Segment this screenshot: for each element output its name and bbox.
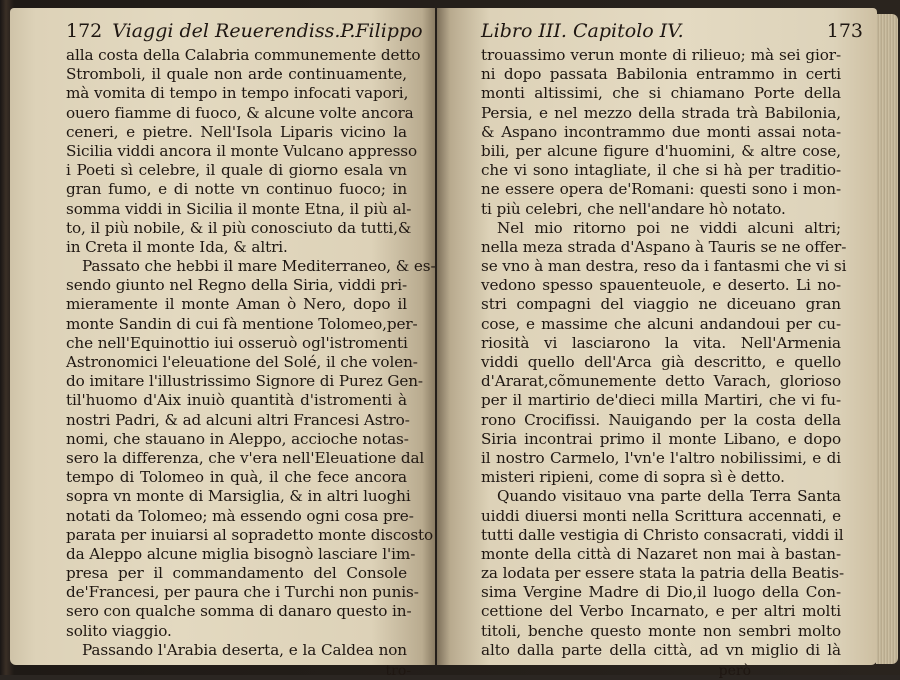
text-line: ti più celebri, che nell'andare hò notato. (481, 199, 786, 218)
text-line: bili, per alcune figure d'huomini, & altre cose, (481, 141, 841, 160)
text-line: nomi, che stauano in Aleppo, accioche notas- (66, 429, 409, 448)
text-line: stri compagni del viaggio ne diceuano gran (481, 295, 841, 314)
page-edges (876, 14, 898, 664)
text-line: de'Francesi, per paura che i Turchi non punis- (66, 583, 419, 602)
text-line: til'huomo d'Aix inuiò quantità d'istromenti à (66, 391, 407, 410)
text-line: Astronomici l'eleuatione del Solé, il che volen- (66, 353, 418, 371)
text-line: d'Ararat,cõmunemente detto Varach, glorioso (481, 372, 841, 391)
right-page-header (481, 20, 863, 44)
text-line: & Aspano incontrammo due monti assai nota- (481, 122, 841, 141)
text-line: cettione del Verbo Incarnato, e per altri molti (481, 602, 841, 621)
text-line: presa per il commandamento del Console (66, 564, 407, 583)
text-line: nella meza strada d'Aspano à Tauris se ne offer- (481, 237, 847, 256)
text-line: Siria incontrai primo il monte Libano, e dopo (481, 429, 841, 448)
text-line: sendo giunto nel Regno della Siria, viddi pri- (66, 276, 407, 295)
right-page-text (481, 46, 847, 660)
text-line: per il martirio de'dieci milla Martiri, che vi fu- (481, 391, 841, 410)
left-catchword: tro- (385, 663, 411, 679)
text-line: in Creta il monte Ida, & altri. (66, 237, 288, 256)
text-line: trouassimo verun monte di rilieuo; mà sei gior- (481, 46, 841, 64)
text-line: sero la differenza, che v'era nell'Eleuatione dal (66, 448, 425, 467)
text-line: titoli, benche questo monte non sembri molto (481, 621, 841, 640)
right-running-head: Libro III. Capitolo IV. (481, 20, 684, 42)
text-line: monte della città di Nazaret non mai à bastan- (481, 544, 841, 563)
text-line: mieramente il monte Aman ò Nero, dopo il (66, 295, 407, 314)
text-line: parata per inuiarsi al sopradetto monte discosto (66, 525, 434, 544)
text-line: sopra vn monte di Marsiglia, & in altri luoghi (66, 487, 411, 506)
left-page-text (66, 46, 436, 660)
text-line: il nostro Carmelo, l'vn'e l'altro nobilissimi, e di (481, 448, 841, 467)
text-line: cose, e massime che alcuni andandoui per cu- (481, 314, 841, 333)
text-line: Stromboli, il quale non arde continuamente, (66, 65, 407, 84)
text-line: mà vomita di tempo in tempo infocati vapori, (66, 84, 409, 103)
text-line: za lodata per essere stata la patria della Beatis- (481, 564, 845, 583)
text-line: monte Sandin di cui fà mentione Tolomeo,per- (66, 314, 418, 333)
text-line: misteri ripieni, come di sopra sì è detto. (481, 468, 785, 487)
left-page (10, 8, 436, 679)
text-line: vedono spesso spauenteuole, e deserto. Li no- (481, 276, 841, 295)
text-line: notati da Tolomeo; mà essendo ogni cosa pre- (66, 506, 414, 525)
text-line: Persia, e nel mezzo della strada trà Babilonia, (481, 103, 841, 122)
left-page-number: 172 (66, 20, 103, 42)
text-line: tutti dalle vestigia di Christo consacrati, viddi il (481, 525, 844, 544)
text-line: ni dopo passata Babilonia entrammo in certi (481, 65, 841, 84)
text-line: che vi sono intagliate, il che si hà per traditio- (481, 161, 841, 180)
text-line: ne essere opera de'Romani: questi sono i mon- (481, 180, 841, 199)
text-line: somma viddi in Sicilia il monte Etna, il più al- (66, 199, 412, 218)
text-line: uiddi diuersi monti nella Scrittura accennati, e (481, 506, 841, 525)
text-line: to, il più nobile, & il più conosciuto da tutti,& (66, 218, 412, 237)
right-page (437, 8, 877, 679)
text-line: Passato che hebbi il mare Mediterraneo, & es- (82, 257, 436, 276)
text-line: alla costa della Calabria communemente detto (66, 46, 421, 64)
text-line: do imitare l'illustrissimo Signore di Purez Gen- (66, 372, 423, 391)
text-line: riosità vi lasciarono la vita. Nell'Armenia (481, 333, 841, 352)
text-line: da Aleppo alcune miglia bisognò lasciare l'im- (66, 544, 416, 563)
text-line: Passando l'Arabia deserta, e la Caldea non (82, 640, 407, 659)
text-line: solito viaggio. (66, 621, 172, 640)
text-line: ceneri, e pietre. Nell'Isola Liparis vicino la (66, 122, 407, 141)
text-line: viddi quello dell'Arca già descritto, e quello (481, 353, 841, 371)
text-line: che nell'Equinottio iui osseruò ogl'istromenti (66, 333, 408, 352)
text-line: monti altissimi, che si chiamano Porte della (481, 84, 841, 103)
left-running-head: Viaggi del Reuerendiss.P.Filippo (112, 20, 423, 42)
text-line: Quando visitauo vna parte della Terra Santa (497, 487, 841, 506)
text-line: ouero fiamme di fuoco, & alcune volte ancora (66, 103, 414, 122)
text-line: sero con qualche somma di danaro questo in- (66, 602, 412, 621)
text-line: nostri Padri, & ad alcuni altri Francesi Astro- (66, 410, 410, 429)
right-catchword: però (718, 663, 751, 679)
text-line: rono Crocifissi. Nauigando per la costa della (481, 410, 841, 429)
text-line: alto dalla parte della città, ad vn miglio di là (481, 640, 841, 659)
left-page-header (66, 20, 423, 44)
text-line: tempo di Tolomeo in quà, il che fece ancora (66, 468, 407, 487)
text-line: gran fumo, e di notte vn continuo fuoco; in (66, 180, 407, 199)
text-line: sima Vergine Madre di Dio,il luogo della Con- (481, 583, 841, 602)
text-line: Nel mio ritorno poi ne viddi alcuni altri; (497, 218, 841, 237)
text-line: Sicilia viddi ancora il monte Vulcano appresso (66, 141, 418, 160)
right-page-number: 173 (826, 20, 863, 42)
text-line: i Poeti sì celebre, il quale di giorno esala vn (66, 161, 407, 180)
text-line: se vno à man destra, reso da i fantasmi che vi si (481, 257, 847, 276)
